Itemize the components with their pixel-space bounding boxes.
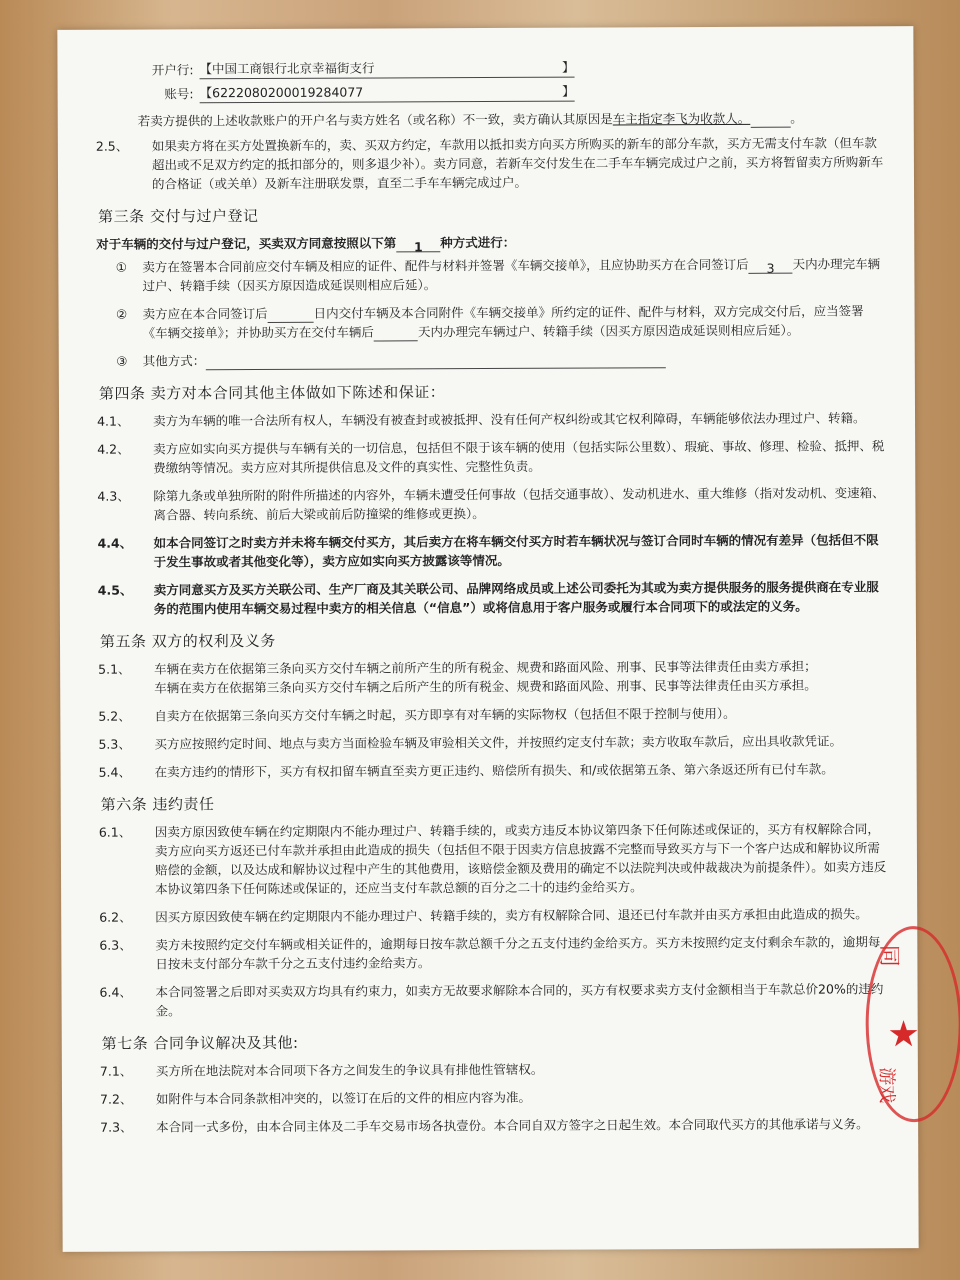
- clause-text: 如果卖方将在买方处置换新车的，卖、买双方约定，车款用以抵扣卖方向买方所购买的新车的部分车款，买方无需支付车款（但车款超出或不足双方约定的抵扣部分的，则多退少补）。卖方同意，若新车交付发生在二手车车辆完成过户之前，买方将暂留卖方所购新车的合格证（或关单）及新车注册联发票，直至二手车车辆完成过户。: [151, 135, 884, 192]
- section-5-title: 第五条 双方的权利及义务: [99, 631, 276, 651]
- bracket-right: 】: [561, 59, 575, 75]
- option-3: [97, 348, 887, 370]
- clause-7-2: [100, 1086, 890, 1108]
- account-row: [138, 78, 886, 105]
- section-7-items: [100, 1058, 890, 1136]
- bank-name-value: 中国工商银行北京幸福街支行: [211, 60, 375, 77]
- clause-number: 7.1、: [99, 1063, 133, 1079]
- option-1-text-a: 卖方在签署本合同前应交付车辆及相应的证件、配件与材料并签署《车辆交接单》，且应协助买方在合同签订后: [142, 256, 749, 275]
- section-6-title: 第六条 违约责任: [100, 795, 215, 814]
- red-seal-stamp: [861, 926, 922, 1126]
- clause-number: 6.4、: [99, 984, 132, 1000]
- clause-number: 5.4、: [98, 764, 132, 780]
- clause-text: 卖方未按照约定交付车辆或相关证件的，逾期每日按车款总额千分之五支付违约金给买方。买方未按照约定支付剩余车款的，逾期每日按未支付部分车款千分之五支付违约金给卖方。: [155, 934, 881, 972]
- blank-line: [374, 326, 418, 341]
- mismatch-end: 。: [790, 110, 803, 126]
- clause-7-1: [100, 1058, 890, 1080]
- clause-2-5: [96, 133, 886, 193]
- clause-number: 7.3、: [100, 1119, 133, 1135]
- clause-text: 除第九条或单独所附的附件所描述的内容外，车辆未遭受任何事故（包括交通事故）、发动机进水、重大维修（指对发动机、变速箱、离合器、转向系统、前后大梁或前后防撞梁的维修或更换）。: [153, 485, 885, 523]
- bracket-left: 【: [199, 61, 213, 77]
- clause-text: 如附件与本合同条款相冲突的，以签订在后的文件的相应内容为准。: [155, 1089, 532, 1107]
- clause-text: 本合同签署之后即对买卖双方均具有约束力，如卖方无故要求解除本合同的，买方有权要求卖方支付金额相当于车款总价20%的违约金。: [155, 981, 884, 1019]
- contract-page: [57, 26, 918, 1252]
- option-1: [96, 254, 886, 295]
- option-marker: ②: [115, 306, 128, 322]
- clause-text: 如本合同签订之时卖方并未将车辆交付买方，其后卖方在将车辆交付买方时若车辆状况与签订合同时车辆的情况有差异（包括但不限于发生事故或者其他变化等），卖方应如实向买方披露该等情况。: [153, 532, 879, 570]
- clause-text: 卖方为车辆的唯一合法所有权人，车辆没有被查封或被抵押、没有任何产权纠纷或其它权利障碍，车辆能够依法办理过户、转籍。: [153, 410, 866, 429]
- option-2-text-a: 卖方应在本合同签订后: [142, 305, 268, 322]
- bracket-right: 】: [562, 83, 575, 99]
- clause-5-4: [99, 759, 889, 781]
- clause-4-3: [97, 483, 887, 524]
- option-2-text-c: 天内办理完车辆过户、转籍手续（因买方原因造成延误则相应后延）。: [417, 322, 800, 340]
- clause-number: 2.5、: [95, 138, 129, 154]
- option-1-text-b: 天内办理完车辆过户、转籍手续（因买方原因造成延误则相应后延）。: [142, 256, 881, 294]
- option-text: [142, 254, 886, 295]
- account-label: 账号:: [164, 85, 194, 101]
- clause-5-2: [98, 703, 888, 725]
- blank-line: [750, 113, 790, 128]
- section-7-title: 第七条 合同争议解决及其他:: [101, 1033, 299, 1053]
- clause-text: 卖方应如实向买方提供与车辆有关的一切信息，包括但不限于该车辆的使用（包括实际公里数）、瑕疵、事故、修理、检验、抵押、税费缴纳等情况。卖方应对其所提供信息及文件的真实性、完整性负责。: [153, 438, 885, 476]
- clause-5-3: [98, 731, 888, 753]
- clause-text: 因卖方原因致使车辆在约定期限内不能办理过户、转籍手续的，或卖方违反本协议第四条下任何陈述或保证的，买方有权解除合同，卖方应向买方返还已付车款并承担由此造成的损失（包括但不限于因卖方信息披露不完整而导致买方与下一个客户达成和解协议所需赔偿的金额，以及达成和解协议过程中产生的其他费用，该赔偿金额及费用的确定不以法院判决或仲裁裁决为前提条件）。如卖方违反本协议第四条下任何陈述或保证的，还应当支付车款总额的百分之二十的违约金给买方。: [154, 821, 887, 897]
- account-value: 6222080200019284077: [212, 84, 364, 101]
- clause-5-1: [98, 656, 888, 697]
- option-marker: ③: [116, 353, 128, 369]
- clause-text: 卖方同意买方及买方关联公司、生产厂商及其关联公司、品牌网络成员或上述公司委托为其或为卖方提供服务的服务提供商在专业服务的范围内使用车辆交易过程中卖方的相关信息（“信息”）或将信息用于客户服务或履行本合同项下的或法定的义务。: [153, 579, 879, 617]
- clause-7-3: [100, 1114, 890, 1136]
- clause-number: 4.4、: [97, 535, 133, 551]
- section-4-items: [97, 408, 888, 618]
- clause-number: 4.1、: [97, 413, 130, 429]
- clause-5-1-line-1: 车辆在卖方在依据第三条向买方交付车辆之前所产生的所有税金、规费和路面风险、刑事、民事等法律责任由卖方承担；: [154, 658, 817, 677]
- clause-number: 4.5、: [97, 582, 133, 598]
- clause-4-4: [98, 530, 888, 571]
- blank-line: [205, 353, 665, 370]
- contract-content: [95, 54, 890, 1145]
- section-3-title: 第三条 交付与过户登记: [98, 206, 259, 226]
- clause-number: 4.3、: [97, 488, 130, 504]
- clause-6-2: [99, 904, 889, 926]
- clause-number: 5.1、: [98, 661, 131, 677]
- bracket-left: 【: [199, 85, 213, 101]
- account-mismatch-clause: [138, 108, 886, 130]
- clause-text: 买方应按照约定时间、地点与卖方当面检验车辆及审验相关文件，并按照约定支付车款；卖方收取车款后，应出具收款凭证。: [154, 733, 842, 752]
- bank-name-row: [137, 54, 885, 81]
- clause-number: 7.2、: [99, 1091, 133, 1107]
- section-3-intro: [96, 231, 886, 253]
- seal-text-top: 同: [875, 944, 901, 967]
- clause-6-1: [99, 819, 889, 898]
- clause-text: 在卖方违约的情形下，买方有权扣留车辆直至卖方更正违约、赔偿所有损失、和/或依据第五条、第六条返还所有已付车款。: [154, 761, 834, 780]
- mismatch-reason: 车主指定李飞为收款人。: [612, 110, 751, 127]
- option-2-text-b: 日内交付车辆及本合同附件《车辆交接单》所约定的证件、配件与材料，双方完成交付后，应当签署《车辆交接单》；并协助买方在交付车辆后: [142, 303, 864, 341]
- blank-line: [268, 308, 314, 323]
- option-1-days: 3: [749, 259, 793, 274]
- clause-4-1: [97, 408, 887, 430]
- clause-text: [154, 656, 888, 697]
- account-field: [200, 82, 575, 104]
- seal-text-bottom: 游戏: [875, 1067, 898, 1104]
- section-4-title: 第四条 卖方对本合同其他主体做如下陈述和保证：: [98, 383, 446, 403]
- clause-number: 6.3、: [99, 937, 132, 953]
- clause-text: 本合同一式多份，由本合同主体及二手车交易市场各执壹份。本合同自双方签字之日起生效。本合同取代买方的其他承诺与义务。: [156, 1116, 869, 1135]
- selected-method-number: 1: [396, 237, 440, 252]
- clause-text: 自卖方在依据第三条向买方交付车辆之时起，买方即享有对车辆的实际物权（包括但不限于控制与使用）。: [154, 705, 736, 724]
- bank-name-label: 开户行:: [151, 61, 194, 77]
- clause-4-5: [98, 577, 888, 618]
- seal-star-icon: ★: [887, 1014, 920, 1056]
- bank-name-field: [199, 58, 574, 80]
- section-5-items: [98, 656, 889, 781]
- clause-number: 4.2、: [97, 441, 130, 457]
- clause-number: 6.2、: [99, 909, 132, 925]
- option-2: [97, 301, 887, 342]
- clause-4-2: [97, 436, 887, 477]
- section-6-items: [99, 819, 890, 1020]
- mismatch-text: 若卖方提供的上述收款账户的开户名与卖方姓名（或名称）不一致，卖方确认其原因是: [137, 111, 613, 129]
- clause-number: 6.1、: [98, 824, 132, 840]
- clause-number: 5.3、: [98, 736, 131, 752]
- option-3-text: 其他方式：: [142, 353, 206, 369]
- clause-number: 5.2、: [98, 708, 131, 724]
- intro-text-b: 种方式进行：: [440, 234, 516, 251]
- option-text: [143, 348, 887, 370]
- option-marker: ①: [115, 259, 128, 275]
- intro-text-a: 对于车辆的交付与过户登记，买卖双方同意按照以下第: [96, 235, 397, 252]
- clause-6-3: [99, 932, 889, 973]
- clause-text: 因买方原因致使车辆在约定期限内不能办理过户、转籍手续的，卖方有权解除合同、退还已付车款并由买方承担由此造成的损失。: [155, 906, 868, 925]
- clause-text: 买方所在地法院对本合同项下各方之间发生的争议具有排他性管辖权。: [155, 1061, 544, 1079]
- clause-5-1-line-2: 车辆在卖方在依据第三条向买方交付车辆之后所产生的所有税金、规费和路面风险、刑事、民事等法律责任由买方承担。: [154, 677, 817, 696]
- option-text: [143, 301, 887, 342]
- clause-6-4: [99, 979, 889, 1020]
